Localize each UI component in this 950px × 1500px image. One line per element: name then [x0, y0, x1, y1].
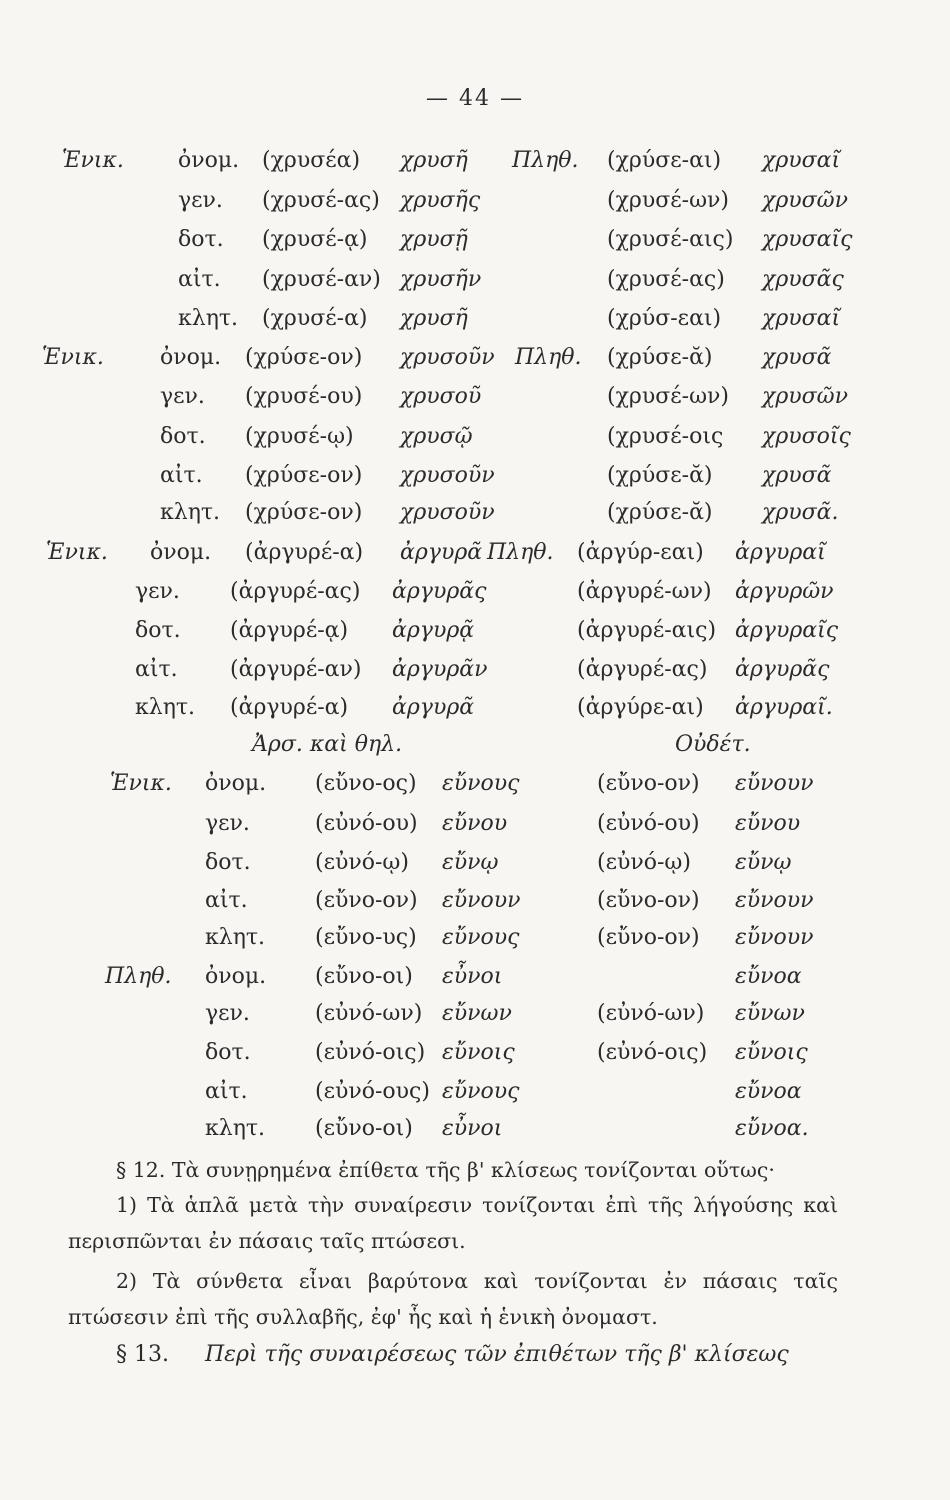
case-label: ὀνομ. — [160, 345, 222, 370]
contracted-form: χρυσῆν — [400, 267, 482, 292]
contracted-form: εὔνοα. — [735, 1116, 809, 1141]
uncontracted-form: (εὐνό-ῳ) — [597, 850, 691, 875]
contracted-form: χρυσοῦν — [400, 345, 495, 370]
contracted-form: χρυσαῖς — [762, 227, 853, 252]
uncontracted-form: (εὐνό-οις) — [315, 1040, 426, 1065]
uncontracted-form: (χρυσέα) — [262, 148, 361, 173]
contracted-form: ἀργυρᾶς — [392, 579, 487, 604]
table-row — [0, 771, 950, 807]
uncontracted-form: (χρυσέ-αις) — [607, 227, 734, 252]
uncontracted-form: (ἀργυρέ-αν) — [230, 657, 362, 682]
uncontracted-form: (ἀργυρέ-ας) — [230, 579, 361, 604]
case-label: γεν. — [135, 579, 180, 604]
contracted-form: ἀργυραῖς — [735, 618, 839, 643]
uncontracted-form: (εὐνό-ου) — [315, 811, 418, 836]
contracted-form: εὔνουν — [735, 925, 814, 950]
contracted-form: χρυσοῦ — [400, 384, 482, 409]
case-label: δοτ. — [160, 424, 206, 449]
contracted-form: χρυσᾶς — [762, 267, 844, 292]
contracted-form: εὔνους — [442, 925, 520, 950]
case-label: ὀνομ. — [205, 964, 267, 989]
table-row — [0, 540, 950, 576]
table-row — [0, 424, 950, 460]
uncontracted-form: (εὐνό-ῳ) — [315, 850, 409, 875]
uncontracted-form: (εὔνο-ον) — [597, 771, 700, 796]
contracted-form: χρυσῷ — [400, 424, 473, 449]
table-row — [0, 148, 950, 184]
uncontracted-form: (χρυσέ-ᾳ) — [262, 227, 368, 252]
contracted-form: εὔνῳ — [735, 850, 792, 875]
case-label: δοτ. — [135, 618, 181, 643]
uncontracted-form: (ἀργυρέ-ας) — [577, 657, 708, 682]
contracted-form: χρυσῇ — [400, 227, 468, 252]
table-row — [0, 1116, 950, 1152]
uncontracted-form: (εὔνο-οι) — [315, 964, 413, 989]
case-label: ὀνομ. — [150, 540, 212, 565]
table-row — [0, 811, 950, 847]
uncontracted-form: (ἀργύρε-αι) — [577, 695, 704, 720]
header-neuter: Οὐδέτ. — [675, 732, 751, 757]
uncontracted-form: (ἀργυρέ-ᾳ) — [230, 618, 349, 643]
contracted-form: χρυσοῖς — [762, 424, 851, 449]
uncontracted-form: (εὐνό-ους) — [315, 1079, 430, 1104]
contracted-form: χρυσαῖ — [762, 148, 841, 173]
case-label: αἰτ. — [135, 657, 178, 682]
uncontracted-form: (χρύσ-εαι) — [607, 306, 722, 331]
uncontracted-form: (εὐνό-ων) — [315, 1001, 423, 1026]
case-label: ὀνομ. — [205, 771, 267, 796]
case-label: γεν. — [160, 384, 205, 409]
contracted-form: χρυσοῦν — [400, 463, 495, 488]
uncontracted-form: (εὔνο-υς) — [315, 925, 417, 950]
contracted-form: εὔνων — [735, 1001, 805, 1026]
contracted-form: χρυσᾶ — [762, 345, 832, 370]
table-row — [0, 306, 950, 342]
section-13-line — [0, 1342, 950, 1378]
uncontracted-form: (χρυσέ-ας) — [262, 188, 380, 213]
uncontracted-form: (εὐνό-ων) — [597, 1001, 705, 1026]
contracted-form: εὖνοι — [442, 964, 503, 989]
contracted-form: χρυσᾶ — [762, 463, 832, 488]
table-row — [0, 618, 950, 654]
section-13-title: Περὶ τῆς συναιρέσεως τῶν ἐπιθέτων τῆς β' κλίσεως — [205, 1342, 789, 1367]
uncontracted-form: (χρυσέ-ων) — [607, 384, 729, 409]
table-row — [0, 267, 950, 303]
case-label: δοτ. — [205, 850, 251, 875]
case-label: γεν. — [205, 1001, 250, 1026]
number-label-singular: Ἑνικ. — [42, 345, 104, 370]
case-label: κλητ. — [135, 695, 196, 720]
uncontracted-form: (χρυσέ-ου) — [245, 384, 363, 409]
case-label: αἰτ. — [178, 267, 221, 292]
number-label-singular: Ἑνικ. — [46, 540, 108, 565]
uncontracted-form: (χρυσέ-α) — [262, 306, 368, 331]
number-label-plural: Πληθ. — [487, 540, 554, 565]
uncontracted-form: (χρύσε-ον) — [245, 463, 363, 488]
table-row — [0, 695, 950, 731]
uncontracted-form: (χρυσέ-ας) — [607, 267, 725, 292]
case-label: αἰτ. — [160, 463, 203, 488]
table-row — [0, 384, 950, 420]
contracted-form: ἀργυρᾶς — [735, 657, 830, 682]
uncontracted-form: (χρύσε-ᾰ) — [607, 463, 713, 488]
contracted-form: εὔνουν — [442, 888, 521, 913]
uncontracted-form: (χρυσέ-αν) — [262, 267, 381, 292]
section-13-number: § 13. — [116, 1342, 169, 1367]
section-12-item-2: 2) Τὰ σύνθετα εἶναι βαρύτονα καὶ τονίζονται ἐν πάσαις ταῖς πτώσεσιν ἐπὶ τῆς συλλαβῆς, ἐφ' ἧς καὶ ἡ ἑνικὴ ὀνομαστ. — [68, 1269, 838, 1329]
uncontracted-form: (χρύσε-ον) — [245, 500, 363, 525]
contracted-form: εὔνῳ — [442, 850, 499, 875]
case-label: κλητ. — [205, 925, 266, 950]
contracted-form: χρυσῆ — [400, 148, 468, 173]
table-row — [0, 463, 950, 499]
uncontracted-form: (χρύσε-αι) — [607, 148, 722, 173]
table-row — [0, 345, 950, 381]
contracted-form: εὔνους — [442, 1079, 520, 1104]
contracted-form: χρυσοῦν — [400, 500, 495, 525]
contracted-form: ἀργυρᾶν — [392, 657, 488, 682]
uncontracted-form: (ἀργυρέ-αις) — [577, 618, 717, 643]
contracted-form: εὔνοις — [442, 1040, 515, 1065]
section-12-heading: § 12. Τὰ συνῃρημένα ἐπίθετα τῆς β' κλίσεως τονίζονται οὕτως· — [116, 1158, 775, 1182]
contracted-form: εὖνοι — [442, 1116, 503, 1141]
uncontracted-form: (χρύσε-ον) — [245, 345, 363, 370]
uncontracted-form: (εὐνό-ου) — [597, 811, 700, 836]
contracted-form: εὔνων — [442, 1001, 512, 1026]
uncontracted-form: (εὔνο-ον) — [597, 888, 700, 913]
table-row — [0, 964, 950, 1000]
uncontracted-form: (εὔνο-ον) — [315, 888, 418, 913]
number-label-plural: Πληθ. — [105, 964, 172, 989]
case-label: δοτ. — [178, 227, 224, 252]
section-12-item-1: 1) Τὰ ἁπλᾶ μετὰ τὴν συναίρεσιν τονίζονται ἐπὶ τῆς λήγούσης καὶ περισπῶνται ἐν πάσαις ταῖς πτώσεσι. — [68, 1193, 838, 1253]
uncontracted-form: (εὐνό-οις) — [597, 1040, 708, 1065]
contracted-form: χρυσῆ — [400, 306, 468, 331]
contracted-form: ἀργυρᾶ — [400, 540, 483, 565]
table-row — [0, 579, 950, 615]
case-label: κλητ. — [205, 1116, 266, 1141]
contracted-form: ἀργυρῶν — [735, 579, 834, 604]
contracted-form: ἀργυραῖ — [735, 540, 826, 565]
uncontracted-form: (εὔνο-ος) — [315, 771, 417, 796]
gender-header-row — [0, 732, 950, 768]
contracted-form: ἀργυραῖ. — [735, 695, 833, 720]
uncontracted-form: (εὔνο-οι) — [315, 1116, 413, 1141]
number-label-singular: Ἑνικ. — [110, 771, 172, 796]
case-label: γεν. — [205, 811, 250, 836]
page-number: — 44 — — [426, 86, 524, 111]
uncontracted-form: (χρυσέ-ῳ) — [245, 424, 354, 449]
table-row — [0, 1001, 950, 1037]
table-row — [0, 1040, 950, 1076]
table-row — [0, 188, 950, 224]
contracted-form: χρυσῆς — [400, 188, 481, 213]
contracted-form: εὔνοις — [735, 1040, 808, 1065]
contracted-form: εὔνου — [442, 811, 508, 836]
contracted-form: εὔνουν — [735, 888, 814, 913]
uncontracted-form: (χρυσέ-οις — [607, 424, 724, 449]
case-label: κλητ. — [160, 500, 221, 525]
table-row — [0, 925, 950, 961]
contracted-form: εὔνους — [442, 771, 520, 796]
case-label: δοτ. — [205, 1040, 251, 1065]
number-label-singular: Ἑνικ. — [62, 148, 124, 173]
contracted-form: εὔνου — [735, 811, 801, 836]
uncontracted-form: (χρυσέ-ων) — [607, 188, 729, 213]
contracted-form: χρυσαῖ — [762, 306, 841, 331]
uncontracted-form: (ἀργυρέ-α) — [245, 540, 364, 565]
uncontracted-form: (ἀργύρ-εαι) — [577, 540, 704, 565]
contracted-form: εὔνοα — [735, 964, 802, 989]
uncontracted-form: (εὔνο-ον) — [597, 925, 700, 950]
case-label: κλητ. — [178, 306, 239, 331]
uncontracted-form: (χρύσε-ᾰ) — [607, 500, 713, 525]
number-label-plural: Πληθ. — [515, 345, 582, 370]
table-row — [0, 850, 950, 886]
header-masc-fem: Ἀρσ. καὶ θηλ. — [252, 732, 403, 757]
contracted-form: χρυσᾶ. — [762, 500, 839, 525]
contracted-form: ἀργυρᾶ — [392, 695, 475, 720]
contracted-form: ἀργυρᾷ — [392, 618, 475, 643]
contracted-form: εὔνοα — [735, 1079, 802, 1104]
contracted-form: εὔνουν — [735, 771, 814, 796]
contracted-form: χρυσῶν — [762, 188, 848, 213]
table-row — [0, 227, 950, 263]
uncontracted-form: (ἀργυρέ-ων) — [577, 579, 712, 604]
case-label: γεν. — [178, 188, 223, 213]
case-label: αἰτ. — [205, 888, 248, 913]
number-label-plural: Πληθ. — [512, 148, 579, 173]
case-label: ὀνομ. — [178, 148, 240, 173]
table-row — [0, 500, 950, 536]
case-label: αἰτ. — [205, 1079, 248, 1104]
table-row — [0, 1079, 950, 1115]
table-row — [0, 657, 950, 693]
uncontracted-form: (ἀργυρέ-α) — [230, 695, 349, 720]
contracted-form: χρυσῶν — [762, 384, 848, 409]
table-row — [0, 888, 950, 924]
uncontracted-form: (χρύσε-ᾰ) — [607, 345, 713, 370]
